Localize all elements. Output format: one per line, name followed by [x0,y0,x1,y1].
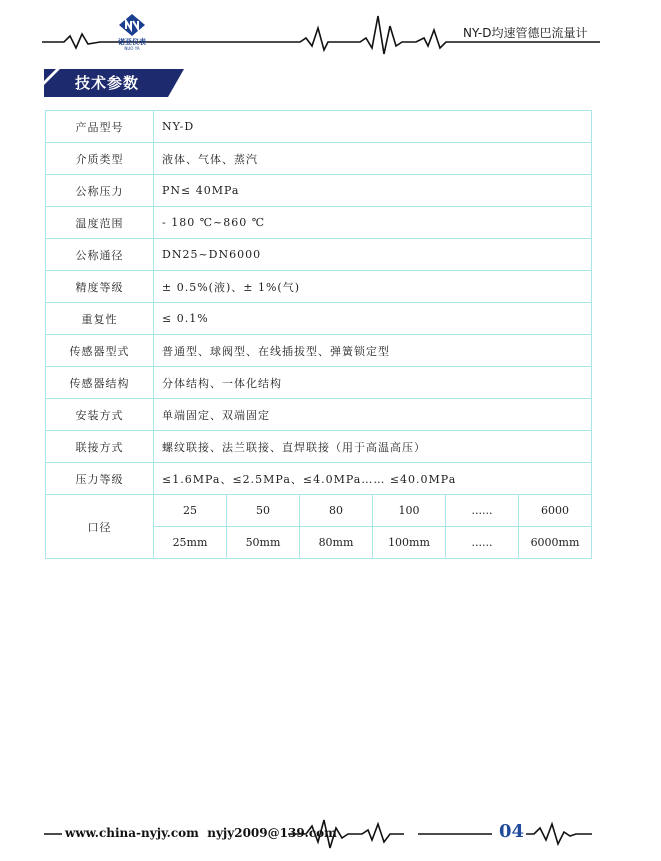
diameter-nominal-cell: 50 [227,495,300,527]
diameter-nominal-cell: 6000 [519,495,592,527]
spec-table [45,110,592,559]
diameter-mm-cell: 50mm [227,527,300,559]
spec-value: ± 0.5%(液)、± 1%(气) [154,271,592,303]
spec-label: 传感器型式 [46,335,154,367]
spec-label: 联接方式 [46,431,154,463]
footer-contact [65,826,337,840]
spec-value: - 180 ℃~860 ℃ [154,207,592,239]
table-row [46,239,592,271]
table-row [46,431,592,463]
diameter-nominal-cell: ...... [446,495,519,527]
spec-value: 液体、气体、蒸汽 [154,143,592,175]
spec-label: 精度等级 [46,271,154,303]
spec-label: 安装方式 [46,399,154,431]
footer-email: nyjy2009@139.com [207,826,337,840]
document-title: NY-D均速管德巴流量计 [463,26,588,40]
logo-text: 诺亚仪表 [118,38,146,46]
diameter-nominal-cell: 25 [154,495,227,527]
spec-label: 介质类型 [46,143,154,175]
table-row [46,367,592,399]
diameter-mm-cell: ...... [446,527,519,559]
logo-mark-icon [119,14,145,36]
table-row [46,303,592,335]
spec-label: 传感器结构 [46,367,154,399]
diameter-nominal-cell: 80 [300,495,373,527]
footer-website: www.china-nyjy.com [65,826,199,840]
diameter-mm-cell: 25mm [154,527,227,559]
spec-value: 螺纹联接、法兰联接、直焊联接（用于高温高压） [154,431,592,463]
spec-label: 温度范围 [46,207,154,239]
page-number: 04 [499,821,525,842]
company-logo [110,14,154,54]
table-row [46,271,592,303]
spec-value: ≤1.6MPa、≤2.5MPa、≤4.0MPa…… ≤40.0MPa [154,463,592,495]
diameter-mm-cell: 80mm [300,527,373,559]
spec-label: 压力等级 [46,463,154,495]
spec-value: DN25~DN6000 [154,239,592,271]
spec-label: 公称通径 [46,239,154,271]
table-row [46,399,592,431]
logo-subtext: NUO YA [124,46,140,51]
diameter-mm-cell: 6000mm [519,527,592,559]
diameter-nominal-cell: 100 [373,495,446,527]
table-row [46,175,592,207]
spec-label: 口径 [46,495,154,559]
diameter-mm-cell: 100mm [373,527,446,559]
table-row [46,335,592,367]
spec-value: ≤ 0.1% [154,303,592,335]
spec-value: PN≤ 40MPa [154,175,592,207]
spec-value: NY-D [154,111,592,143]
spec-value: 单端固定、双端固定 [154,399,592,431]
spec-value: 分体结构、一体化结构 [154,367,592,399]
table-row [46,463,592,495]
table-row [46,111,592,143]
table-row-diameter-nominal [46,495,592,527]
table-row [46,143,592,175]
spec-value: 普通型、球阀型、在线插拔型、弹簧锁定型 [154,335,592,367]
table-row [46,207,592,239]
section-title: 技术参数 [75,74,140,92]
spec-label: 重复性 [46,303,154,335]
spec-label: 产品型号 [46,111,154,143]
spec-label: 公称压力 [46,175,154,207]
